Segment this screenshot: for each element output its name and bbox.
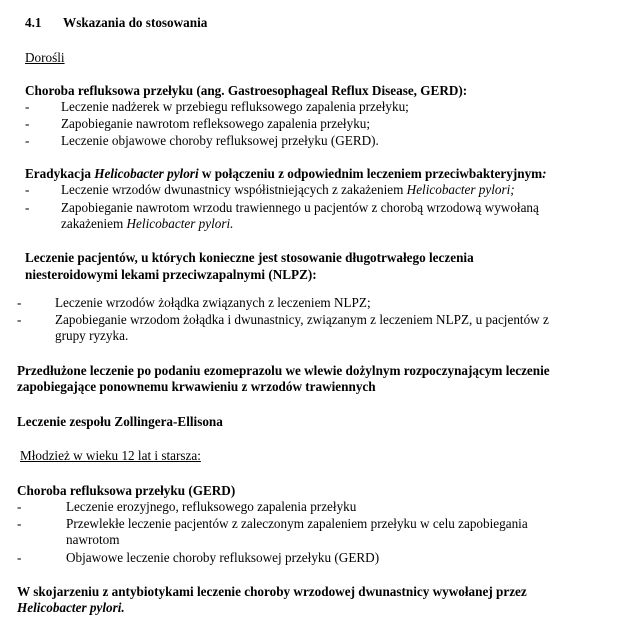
- nsaid-heading-line2: niesteroidowymi lekami przeciwzapalnymi (NLPZ):: [25, 267, 317, 282]
- list-item: Leczenie wrzodów dwunastnicy współistniejących z zakażeniem Helicobacter pylori;: [61, 182, 515, 197]
- list-dash: -: [17, 312, 22, 327]
- section-number: 4.1: [25, 15, 42, 30]
- youth-gerd-heading: Choroba refluksowa przełyku (GERD): [17, 483, 236, 498]
- list-dash: -: [25, 133, 30, 148]
- abx-heading-line2: Helicobacter pylori.: [17, 600, 125, 615]
- list-dash: -: [17, 516, 22, 531]
- list-item: Leczenie erozyjnego, refluksowego zapalenia przełyku: [66, 499, 357, 514]
- hp-heading: Eradykacja Helicobacter pylori w połączeniu z odpowiednim leczeniem przeciwbakteryjnym:: [25, 166, 547, 181]
- list-dash: -: [25, 116, 30, 131]
- youth-label: Młodzież w wieku 12 lat i starsza:: [20, 448, 201, 463]
- list-dash: -: [17, 499, 22, 514]
- abx-heading-line1: W skojarzeniu z antybiotykami leczenie choroby wrzodowej dwunastnicy wywołanej przez: [17, 584, 527, 599]
- list-item-continuation: zakażeniem Helicobacter pylori.: [61, 216, 234, 231]
- list-dash: -: [17, 550, 22, 565]
- list-item: Leczenie wrzodów żołądka związanych z leczeniem NLPZ;: [55, 295, 371, 310]
- list-item: Leczenie nadżerek w przebiegu refluksowego zapalenia przełyku;: [61, 99, 409, 114]
- list-dash: -: [25, 99, 30, 114]
- list-item-continuation: grupy ryzyka.: [55, 328, 129, 343]
- list-dash: -: [25, 182, 30, 197]
- list-item: Zapobieganie wrzodom żołądka i dwunastnicy, związanym z leczeniem NLPZ, u pacjentów z: [55, 312, 549, 327]
- list-dash: -: [17, 295, 22, 310]
- gerd-heading: Choroba refluksowa przełyku (ang. Gastroesophageal Reflux Disease, GERD):: [25, 83, 468, 98]
- list-item: Zapobieganie nawrotom refleksowego zapalenia przełyku;: [61, 116, 371, 131]
- list-item: Przewlekłe leczenie pacjentów z zaleczonym zapaleniem przełyku w celu zapobiegania: [66, 516, 528, 531]
- list-item: Leczenie objawowe choroby refluksowej przełyku (GERD).: [61, 133, 379, 148]
- nsaid-heading-line1: Leczenie pacjentów, u których konieczne jest stosowanie długotrwałego leczenia: [25, 250, 474, 265]
- list-item: Zapobieganie nawrotom wrzodu trawiennego u pacjentów z chorobą wrzodową wywołaną: [61, 200, 539, 215]
- list-dash: -: [25, 200, 30, 215]
- ze-heading: Leczenie zespołu Zollingera-Ellisona: [17, 414, 223, 429]
- iv-heading-line1: Przedłużone leczenie po podaniu ezomeprazolu we wlewie dożylnym rozpoczynającym leczenie: [17, 363, 550, 378]
- iv-heading-line2: zapobiegające ponownemu krwawieniu z wrzodów trawiennych: [17, 379, 376, 394]
- list-item: Objawowe leczenie choroby refluksowej przełyku (GERD): [66, 550, 380, 565]
- adults-label: Dorośli: [25, 50, 65, 65]
- list-item-continuation: nawrotom: [66, 532, 120, 547]
- section-title: Wskazania do stosowania: [63, 15, 208, 30]
